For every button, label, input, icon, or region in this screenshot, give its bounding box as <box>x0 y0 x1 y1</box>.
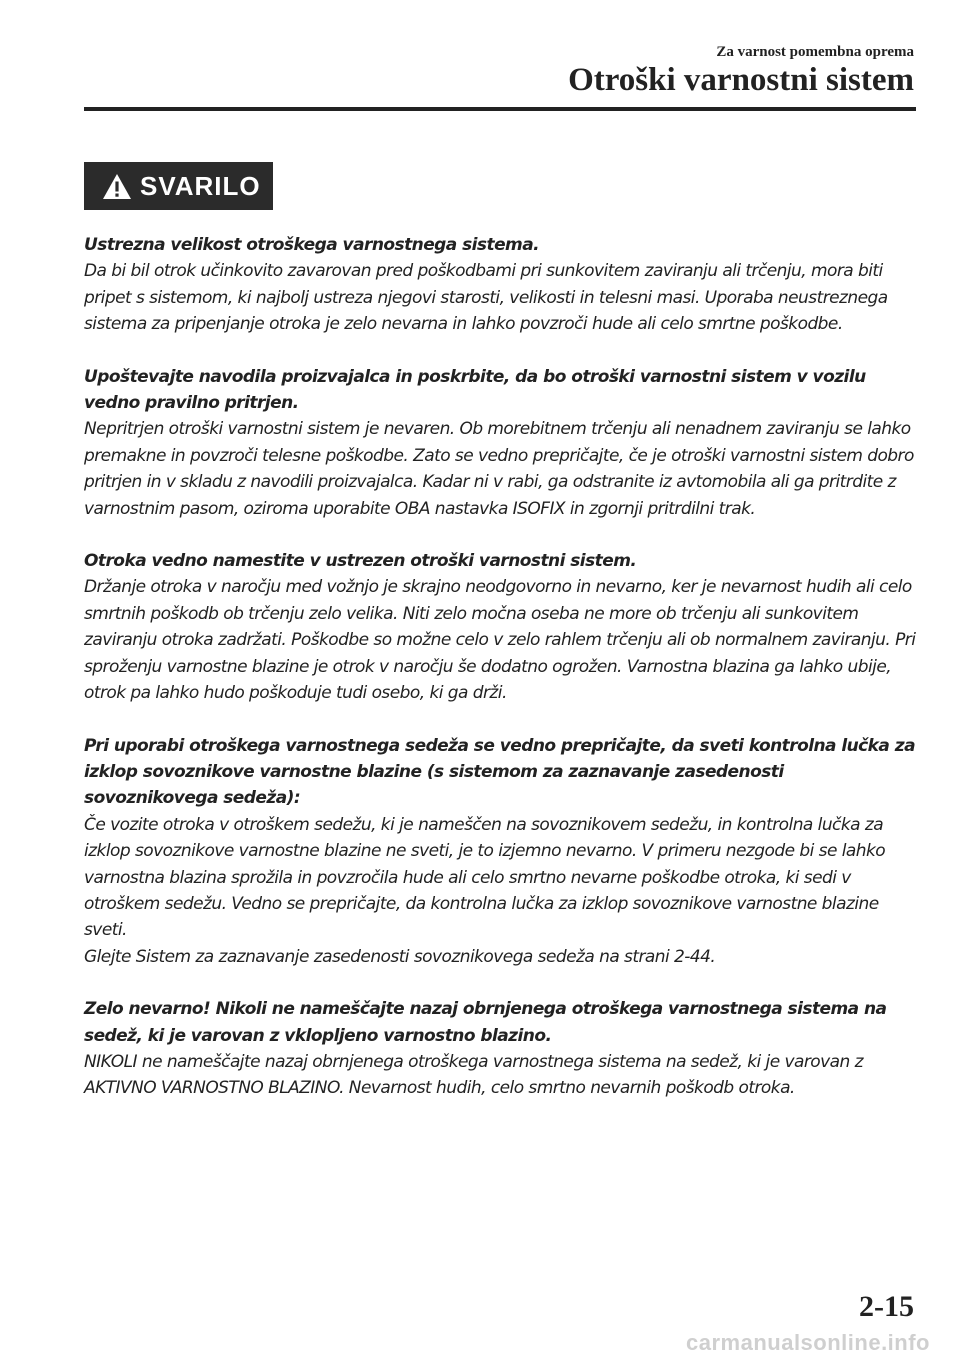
warning-block <box>84 733 919 971</box>
block-heading: Upoštevajte navodila proizvajalca in poskrbite, da bo otroški varnostni sistem v vozilu vedno pravilno pritrjen. <box>84 366 866 414</box>
warning-block <box>84 364 919 522</box>
page-title: Otroški varnostni sistem <box>568 62 914 98</box>
warning-block <box>84 232 919 338</box>
header-divider <box>84 107 916 111</box>
block-heading: Pri uporabi otroškega varnostnega sedeža se vedno prepričajte, da sveti kontrolna lučka za izklop sovoznikove varnostne blazine (s sistemom za zaznavanje zasedenosti sovoznikovega sedeža): <box>84 735 915 809</box>
block-note: Glejte Sistem za zaznavanje zasedenosti sovoznikovega sedeža na strani 2-44. <box>84 946 716 967</box>
warning-block <box>84 996 919 1102</box>
block-body: Da bi bil otrok učinkovito zavarovan pred poškodbami pri sunkovitem zaviranju ali trčenju, mora biti pripet s sistemom, ki najbolj ustreza njegovi starosti, velikosti in telesni masi. Uporaba neustreznega sistema za pripenjanje otroka je zelo nevarna in lahko povzroči hude ali celo smrtne poškodbe. <box>84 261 888 335</box>
warning-triangle-icon <box>102 173 132 200</box>
watermark: carmanualsonline.info <box>686 1330 930 1355</box>
warning-block <box>84 548 919 706</box>
block-body: Če vozite otroka v otroškem sedežu, ki je nameščen na sovoznikovem sedežu, in kontrolna lučka za izklop sovoznikove varnostne blazine ne sveti, je to izjemno nevarno. V primeru nezgode bi se lahko varnostna blazina sprožila in povzročila hude ali celo smrtno nevarne poškodbe otroka, ki sedi v otroškem sedežu. Vedno se prepričajte, da kontrolna lučka za izklop sovoznikove varnostne blazine sveti. <box>84 814 886 941</box>
block-body: Držanje otroka v naročju med vožnjo je skrajno neodgovorno in nevarno, ker je nevarnost hudih ali celo smrtnih poškodb ob trčenju zelo velika. Niti zelo močna oseba ne more ob trčenju ali sunkovitem zaviranju otroka zadržati. Poškodbe so možne celo v zelo rahlem trčenju ali ob normalnem zaviranju. Pri sproženju varnostne blazine je otrok v naročju še dodatno ogrožen. Varnostna blazina ga lahko ubije, otrok pa lahko hudo poškoduje tudi osebo, ki ga drži. <box>84 577 916 704</box>
block-heading: Ustrezna velikost otroškega varnostnega sistema. <box>84 235 540 255</box>
block-body: Nepritrjen otroški varnostni sistem je nevaren. Ob morebitnem trčenju ali nenadnem zaviranju se lahko premakne in povzroči telesne poškodbe. Zato se vedno prepričajte, če je otroški varnostni sistem dobro pritrjen in v skladu z navodili proizvajalca. Kadar ni v rabi, ga odstranite iz avtomobila ali ga pritrdite z varnostnim pasom, oziroma uporabite OBA nastavka ISOFIX in zgornji pritrdilni trak. <box>84 419 914 519</box>
page-number: 2-15 <box>859 1290 914 1323</box>
warning-content <box>84 232 919 1128</box>
block-body: NIKOLI ne nameščajte nazaj obrnjenega otroškega varnostnega sistema na sedež, ki je varovan z AKTIVNO VARNOSTNO BLAZINO. Nevarnost hudih, celo smrtno nevarnih poškodb otroka. <box>84 1051 863 1099</box>
warning-label: SVARILO <box>140 170 261 201</box>
warning-badge <box>84 162 273 210</box>
header-section-title: Za varnost pomembna oprema <box>716 44 914 60</box>
block-heading: Otroka vedno namestite v ustrezen otroški varnostni sistem. <box>84 551 637 572</box>
block-heading: Zelo nevarno! Nikoli ne nameščajte nazaj obrnjenega otroškega varnostnega sistema na sedež, ki je varovan z vklopljeno varnostno blazino. <box>84 999 887 1046</box>
